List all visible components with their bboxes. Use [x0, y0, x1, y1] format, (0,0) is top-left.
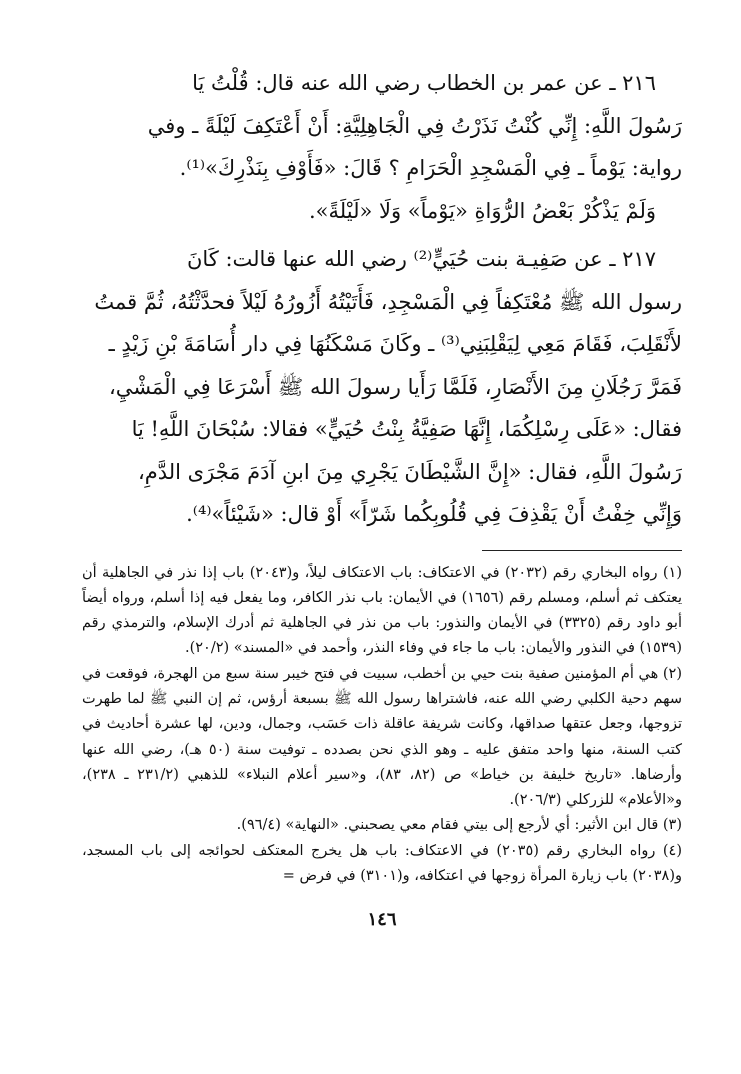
text-line: فقال: «عَلَى رِسْلِكُمَا، إِنَّهَا صَفِيَّةُ بِنْتُ حُيَيٍّ» فقالا: سُبْحَانَ اللَّهِ! يَا [131, 417, 682, 441]
footnotes [82, 561, 682, 890]
text-line: فَمَرَّ رَجُلَانِ مِنَ الأَنْصَارِ، فَلَمَّا رَأَيا رسولَ الله ﷺ أَسْرَعَا فِي الْمَشْيِ، [109, 374, 682, 399]
text-line: لأَنْقَلِبَ، فَقَامَ مَعِي لِيَقْلِبَنِي⁽³⁾ ـ وكَانَ مَسْكَنُهَا فِي دار أُسَامَةَ بْنِ زَيْدٍ ـ [108, 332, 682, 356]
page-number: ١٤٦ [367, 909, 397, 931]
text-line: ٢١٧ ـ عن صَفِيـة بنت حُيَيٍّ⁽²⁾ رضي الله عنها قالت: كَانَ [186, 247, 656, 271]
text-line: رسول الله ﷺ مُعْتَكِفاً فِي الْمَسْجِدِ، فَأَتَيْتُهُ أَزُورُهُ لَيْلاً فحدَّثْتُهُ، ثُمَّ قمتُ [94, 289, 682, 314]
hadith-216 [82, 62, 682, 232]
text-line: ٢١٦ ـ عن عمر بن الخطاب رضي الله عنه قال: قُلْتُ يَا [192, 71, 656, 95]
hadith-217 [82, 238, 682, 536]
text-line: وَإِنِّي خِفْتُ أَنْ يَقْذِفَ فِي قُلُوبِكُما شَرّاً» أَوْ قال: «شَيْئاً»⁽⁴⁾. [186, 502, 682, 526]
footnote-separator [482, 550, 682, 551]
footnote-3: (٣) قال ابن الأثير: أي لأرجع إلى بيتي فقام معي يصحبني. «النهاية» (٩٦/٤). [236, 817, 682, 834]
text-line: رَسُولَ اللَّهِ: إِنِّي كُنْتُ نَذَرْتُ فِي الْجَاهِلِيَّةِ: أَنْ أَعْتَكِفَ لَيْلَةً ـ وفي [147, 113, 682, 138]
text-line: رَسُولَ اللَّهِ، فقال: «إِنَّ الشَّيْطَانَ يَجْرِي مِنَ ابنِ آدَمَ مَجْرَى الدَّمِ، [137, 459, 682, 484]
footnote-4: (٤) رواه البخاري رقم (٢٠٣٥) في الاعتكاف: باب هل يخرج المعتكف لحوائجه إلى باب المسجد، و(٢٠٣٨) باب زيارة المرأة زوجها في اعتكافه، و(٣١٠١) في فرض = [82, 842, 683, 885]
main-text [82, 62, 682, 536]
text-line: رواية: يَوْماً ـ فِي الْمَسْجِدِ الْحَرَامِ ؟ قَالَ: «فَأَوْفِ بِنَذْرِكَ»⁽¹⁾. [179, 156, 682, 180]
book-page [82, 62, 682, 1042]
footnote-2: (٢) هي أم المؤمنين صفية بنت حيي بن أخطب، سبيت في فتح خيبر سنة سبع من الهجرة، فوقعت في سهم دحية الكلبي رضي الله عنه، فاشتراها رسول الله ﷺ بسبعة أرؤس، ثم إن النبي ﷺ لما طهرت تزوجها، وجعل عتقها صداقها، وكانت شريفة عاقلة ذات حَسَب، وجمال، ودين، لها عشرة أحاديث في كتب السنة، منها واحد متفق عليه ـ وهو الذي نحن بصدده ـ توفيت سنة (٥٠ هـ)، رضي الله عنها وأرضاها. «تاريخ خليفة بن خياط» ص (٨٢، ٨٣)، و«سير أعلام النبلاء» للذهبي (٢٣١/٢ ـ ٢٣٨)، و«الأعلام» للزركلي (٢٠٦/٣). [82, 665, 682, 809]
footnote-1: (١) رواه البخاري رقم (٢٠٣٢) في الاعتكاف: باب الاعتكاف ليلاً، و(٢٠٤٣) باب إذا نذر في الجاهلية أن يعتكف ثم أسلم، ومسلم رقم (١٦٥٦) في الأيمان: باب نذر الكافر، وما يفعل فيه إذا أسلم، ورواه أيضاً أبو داود رقم (٣٣٢٥) في الأيمان والنذور: باب من نذر في الجاهلية ثم أدرك الإسلام، والترمذي رقم (١٥٣٩) في النذور والأيمان: باب ما جاء في وفاء النذر، وأحمد في «المسند» (٢٠/٢). [82, 564, 683, 657]
text-line: وَلَمْ يَذْكُرْ بَعْضُ الرُّوَاةِ «يَوْماً» وَلَا «لَيْلَةً». [309, 198, 656, 223]
